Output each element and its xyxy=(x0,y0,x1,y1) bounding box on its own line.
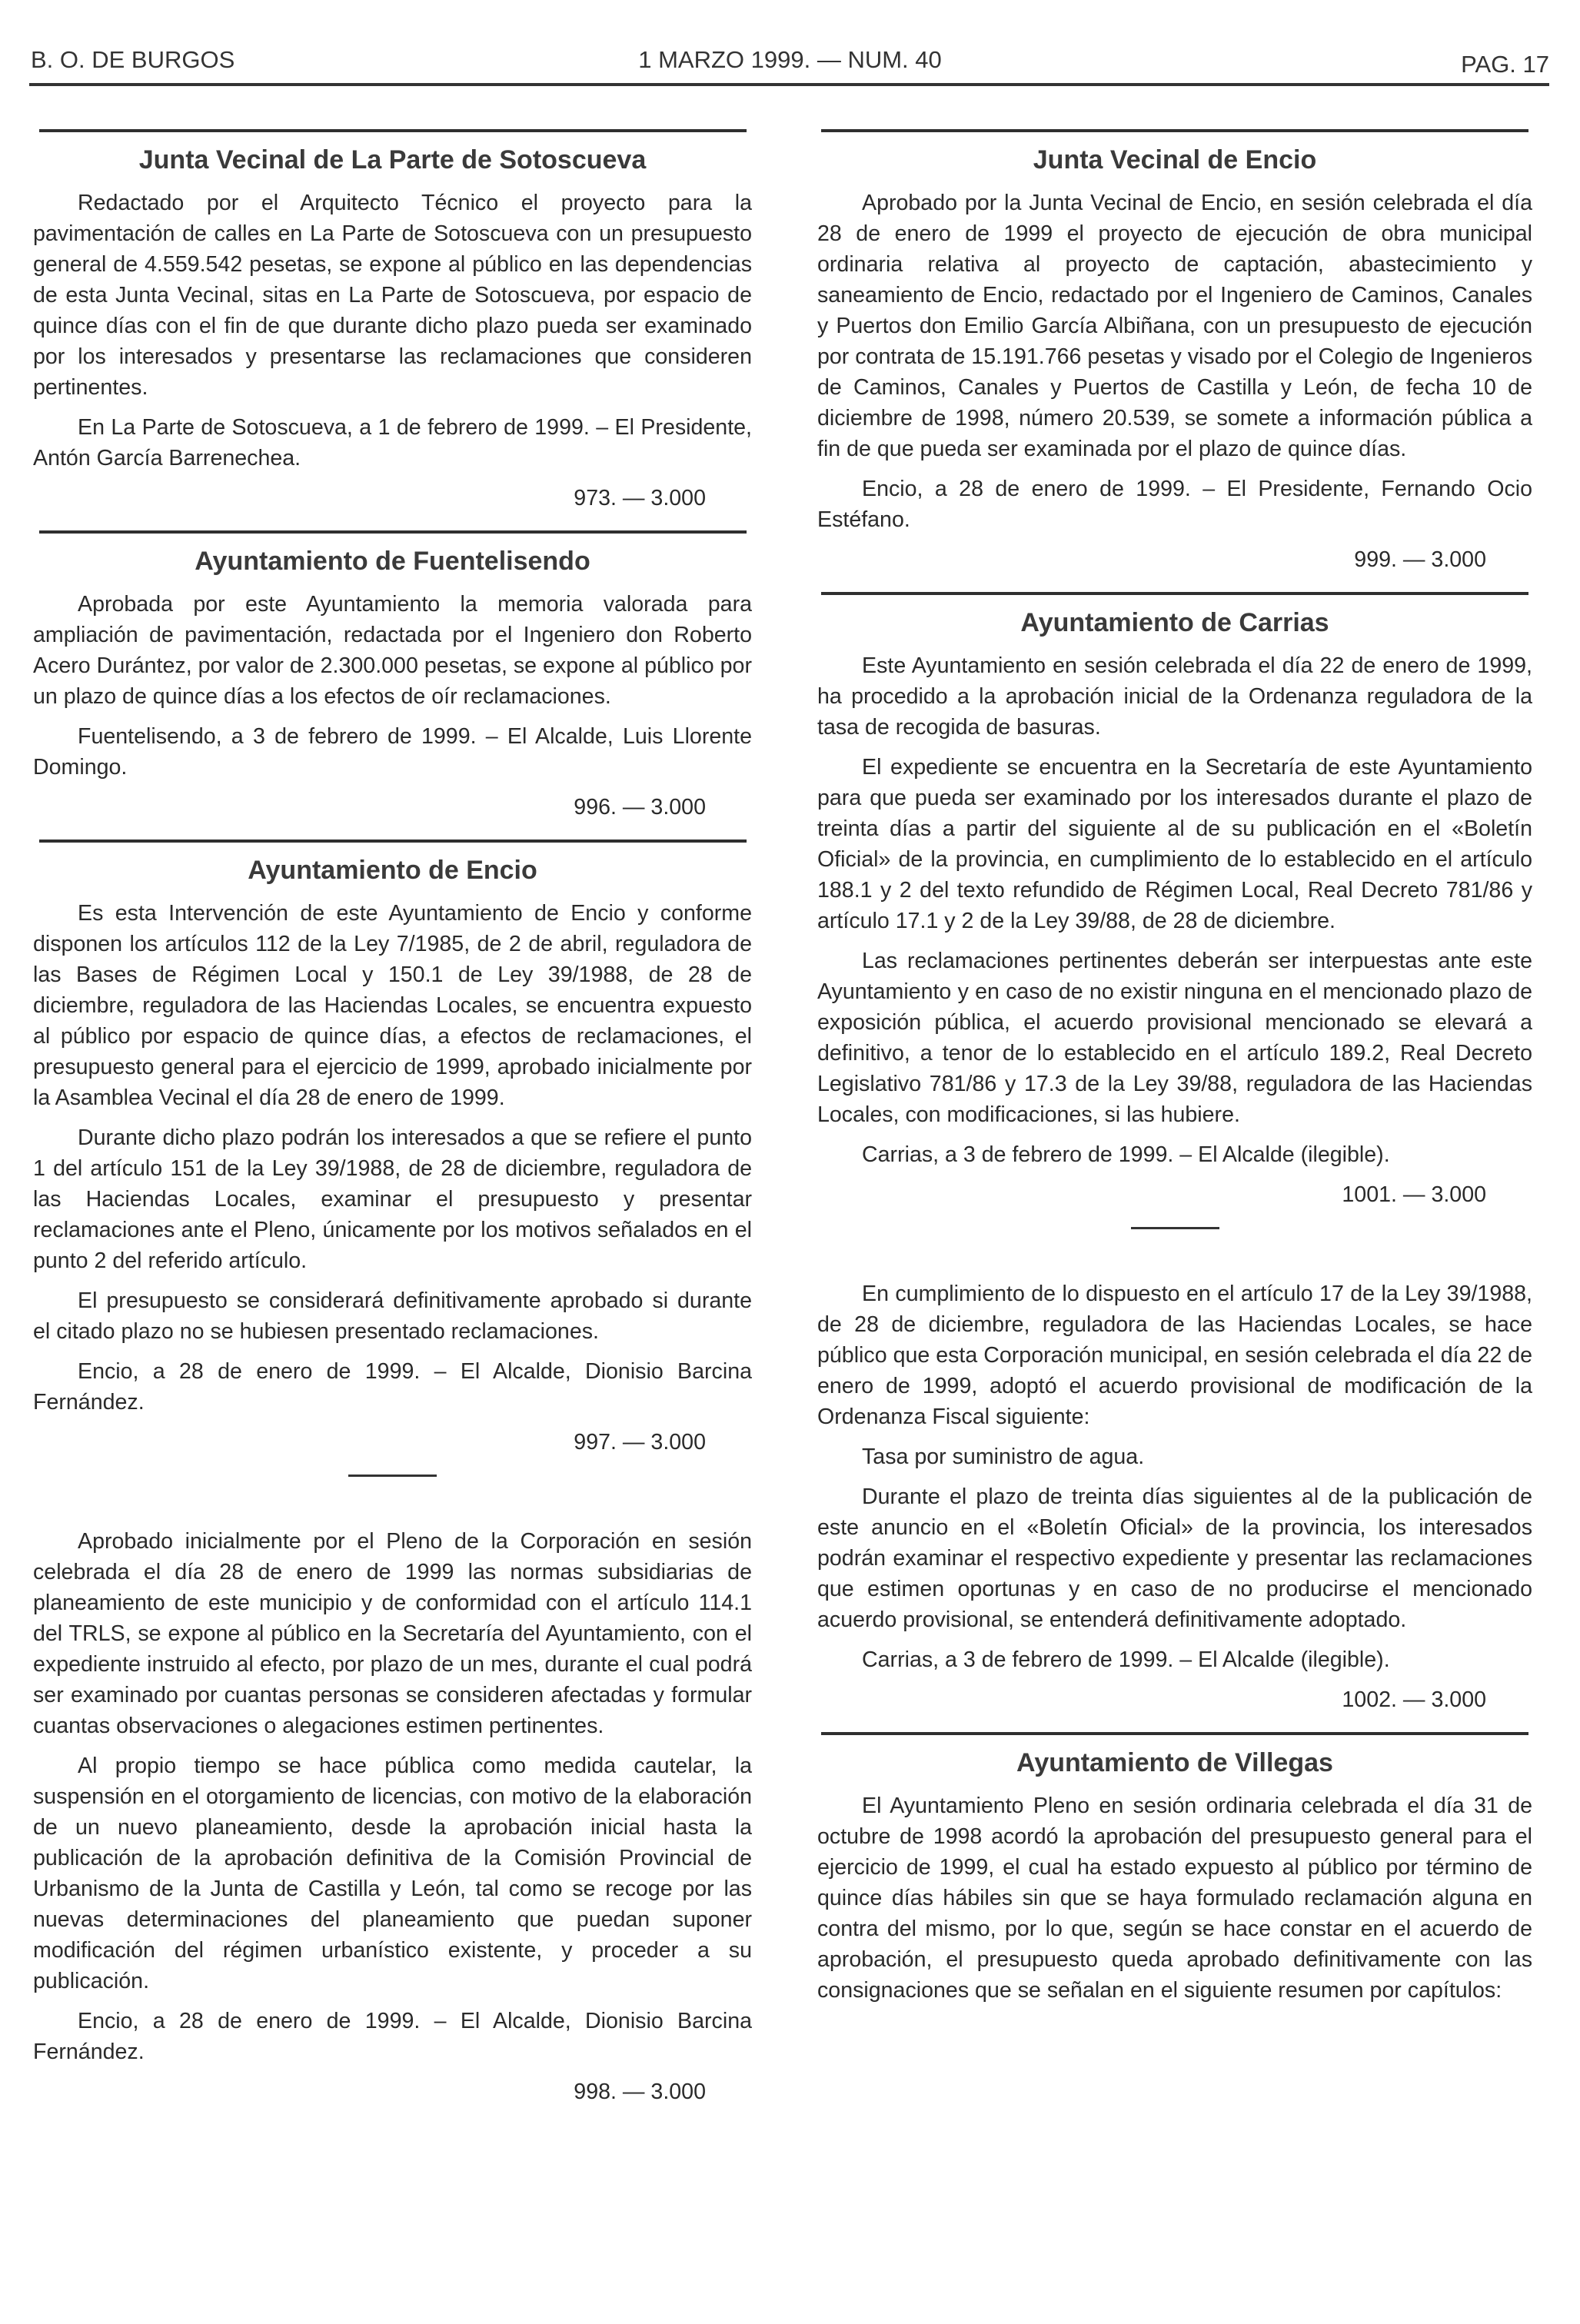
separator-rule xyxy=(1131,1227,1219,1229)
page-number: PAG. 17 xyxy=(1461,51,1549,78)
section-title: Ayuntamiento de Carrias xyxy=(1020,608,1329,637)
notice-reference: 998. — 3.000 xyxy=(574,2080,706,2104)
notice-carrias-agua xyxy=(817,1278,1532,1715)
header-rule xyxy=(29,83,1549,86)
notice-carrias-basuras xyxy=(817,592,1532,1229)
notice-junta-encio xyxy=(817,129,1532,575)
paragraph: Las reclamaciones pertinentes deberán ser interpuestas ante este Ayuntamiento y en caso de no existir ninguna en el mencionado plazo de exposición pública, el acuerdo provisional mencionado se elevará a definitivo, a tenor de lo establecido en el artículo 189.2, Real Decreto Legislativo 781/86 y 17.3 de la Ley 39/88, reguladora de las Haciendas Locales, con modificaciones, si las hubiere. xyxy=(817,949,1532,1127)
section-title: Ayuntamiento de Fuentelisendo xyxy=(195,547,590,576)
paragraph: El expediente se encuentra en la Secretaría de este Ayuntamiento para que pueda ser examinado por los interesados durante el plazo de treinta días a partir del siguiente al de su publicación en el «Boletín Oficial» de la provincia, en cumplimiento de lo establecido en el artículo 188.1 y 2 del texto refundido de Régimen Local, Real Decreto 781/86 y artículo 17.1 y 2 de la Ley 39/88, de 28 de diciembre. xyxy=(817,755,1532,933)
paragraph: Aprobada por este Ayuntamiento la memoria valorada para ampliación de pavimentación, redactada por el Ingeniero don Roberto Acero Durántez, por valor de 2.300.000 pesetas, se expone al público por un plazo de quince días a los efectos de oír reclamaciones. xyxy=(33,592,752,709)
paragraph: Redactado por el Arquitecto Técnico el proyecto para la pavimentación de calles en La Parte de Sotoscueva con un presupuesto general de 4.559.542 pesetas, se expone al público en las dependencias de esta Junta Vecinal, sitas en La Parte de Sotoscueva, por espacio de quince días con el fin de que durante dicho plazo pueda ser examinado por los interesados y presentarse las reclamaciones que consideren pertinentes. xyxy=(33,191,752,400)
paragraph: Este Ayuntamiento en sesión celebrada el día 22 de enero de 1999, ha procedido a la aprobación inicial de la Ordenanza reguladora de la tasa de recogida de basuras. xyxy=(817,653,1532,740)
notice-reference: 999. — 3.000 xyxy=(1354,547,1486,572)
paragraph: Durante dicho plazo podrán los interesados a que se refiere el punto 1 del artículo 151 de la Ley 39/1988, de 28 de diciembre, reguladora de las Haciendas Locales, examinar el presupuesto y presentar reclamaciones ante el Pleno, únicamente por los motivos señalados en el punto 2 del referido artículo. xyxy=(33,1125,752,1273)
signature-paragraph: Encio, a 28 de enero de 1999. – El Alcalde, Dionisio Barcina Fernández. xyxy=(33,1359,752,1415)
section-title: Junta Vecinal de La Parte de Sotoscueva xyxy=(138,145,647,175)
section-title: Ayuntamiento de Villegas xyxy=(1016,1748,1333,1777)
section-rule xyxy=(821,1732,1528,1735)
paragraph: Al propio tiempo se hace pública como medida cautelar, la suspensión en el otorgamiento de licencias, con motivo de la elaboración de un nuevo planeamiento, desde la aprobación inicial hasta la publicación de la aprobación definitiva de la Comisión Provincial de Urbanismo de la Junta de Castilla y León, tal como se recoge por las nuevas determinaciones del planeamiento que puedan suponer modificación del régimen urbanístico existente, y proceder a su publicación. xyxy=(33,1754,752,1993)
signature-paragraph: En La Parte de Sotoscueva, a 1 de febrero de 1999. – El Presidente, Antón García Barrenechea. xyxy=(33,415,752,470)
paragraph: Es esta Intervención de este Ayuntamiento de Encio y conforme disponen los artículos 112 de la Ley 7/1985, de 2 de abril, reguladora de las Bases de Régimen Local y 150.1 de Ley 39/1988, de 28 de diciembre, reguladora de las Haciendas Locales, se encuentra expuesto al público por espacio de quince días, a efectos de reclamaciones, el presupuesto general para el ejercicio de 1999, aprobado inicialmente por la Asamblea Vecinal el día 28 de enero de 1999. xyxy=(33,901,752,1110)
section-title: Junta Vecinal de Encio xyxy=(1033,145,1317,175)
notice-sotoscueva xyxy=(33,129,752,514)
paragraph: Aprobado por la Junta Vecinal de Encio, en sesión celebrada el día 28 de enero de 1999 el proyecto de ejecución de obra municipal ordinaria relativa al proyecto de captación, abastecimiento y saneamiento de Encio, redactado por el Ingeniero de Caminos, Canales y Puertos don Emilio García Albiñana, con un presupuesto de ejecución por contrata de 15.191.766 pesetas y visado por el Colegio de Ingenieros de Caminos, Canales y Puertos de Castilla y León, de fecha 10 de diciembre de 1998, número 20.539, se somete a información pública a fin de que pueda ser examinada por el plazo de quince días. xyxy=(817,191,1532,461)
left-column xyxy=(33,129,752,2124)
section-title: Ayuntamiento de Encio xyxy=(248,856,537,885)
notice-reference: 1001. — 3.000 xyxy=(1342,1182,1486,1207)
section-rule xyxy=(821,592,1528,595)
signature-paragraph: Carrias, a 3 de febrero de 1999. – El Alcalde (ilegible). xyxy=(862,1142,1390,1167)
section-rule xyxy=(39,530,747,534)
signature-paragraph: Encio, a 28 de enero de 1999. – El Presidente, Fernando Ocio Estéfano. xyxy=(817,477,1532,532)
notice-fuentelisendo xyxy=(33,530,752,823)
section-rule xyxy=(39,129,747,132)
signature-paragraph: Carrias, a 3 de febrero de 1999. – El Alcalde (ilegible). xyxy=(862,1647,1390,1672)
section-rule xyxy=(821,129,1528,132)
paragraph: Tasa por suministro de agua. xyxy=(862,1445,1145,1469)
notice-villegas xyxy=(817,1732,1532,2006)
paragraph: En cumplimiento de lo dispuesto en el artículo 17 de la Ley 39/1988, de 28 de diciembre, reguladora de las Haciendas Locales, se hace público que esta Corporación municipal, en sesión celebrada el día 22 de enero de 1999, adoptó el acuerdo provisional de modificación de la Ordenanza Fiscal siguiente: xyxy=(817,1282,1532,1429)
notice-reference: 996. — 3.000 xyxy=(574,795,706,820)
section-rule xyxy=(39,839,747,843)
notice-reference: 973. — 3.000 xyxy=(574,486,706,510)
notice-reference: 1002. — 3.000 xyxy=(1342,1687,1486,1712)
page-header xyxy=(31,43,1549,81)
notice-encio-budget xyxy=(33,839,752,1477)
paragraph: Durante el plazo de treinta días siguientes al de la publicación de este anuncio en el «Boletín Oficial» de la provincia, los interesados podrán examinar el respectivo expediente y presentar las reclamaciones que estimen oportunas y en caso de no producirse el mencionado acuerdo provisional, se entenderá definitivamente adoptado. xyxy=(817,1485,1532,1632)
signature-paragraph: Encio, a 28 de enero de 1999. – El Alcalde, Dionisio Barcina Fernández. xyxy=(33,2009,752,2064)
separator-rule xyxy=(348,1475,437,1477)
signature-paragraph: Fuentelisendo, a 3 de febrero de 1999. – El Alcalde, Luis Llorente Domingo. xyxy=(33,724,752,780)
publication-name: B. O. DE BURGOS xyxy=(31,46,235,73)
right-column xyxy=(817,129,1532,2023)
notice-reference: 997. — 3.000 xyxy=(574,1430,706,1455)
paragraph: El Ayuntamiento Pleno en sesión ordinaria celebrada el día 31 de octubre de 1998 acordó la aprobación del presupuesto general para el ejercicio de 1999, el cual ha estado expuesto al público por término de quince días hábiles sin que se haya formulado reclamación alguna en contra del mismo, por lo que, según se hace constar en el acuerdo de aprobación, el presupuesto queda aprobado definitivamente con las consignaciones que se señalan en el siguiente resumen por capítulos: xyxy=(817,1794,1532,2003)
notice-encio-planning xyxy=(33,1526,752,2107)
paragraph: El presupuesto se considerará definitivamente aprobado si durante el citado plazo no se hubiesen presentado reclamaciones. xyxy=(33,1288,752,1344)
paragraph: Aprobado inicialmente por el Pleno de la Corporación en sesión celebrada el día 28 de enero de 1999 las normas subsidiarias de planeamiento de este municipio y de conformidad con el artículo 114.1 del TRLS, se expone al público en la Secretaría del Ayuntamiento, con el expediente instruido al efecto, por plazo de un mes, durante el cual podrá ser examinado por cuantas personas se consideren afectadas y formular cuantas observaciones o alegaciones estimen pertinentes. xyxy=(33,1529,752,1738)
issue-date-number: 1 MARZO 1999. — NUM. 40 xyxy=(638,46,942,73)
